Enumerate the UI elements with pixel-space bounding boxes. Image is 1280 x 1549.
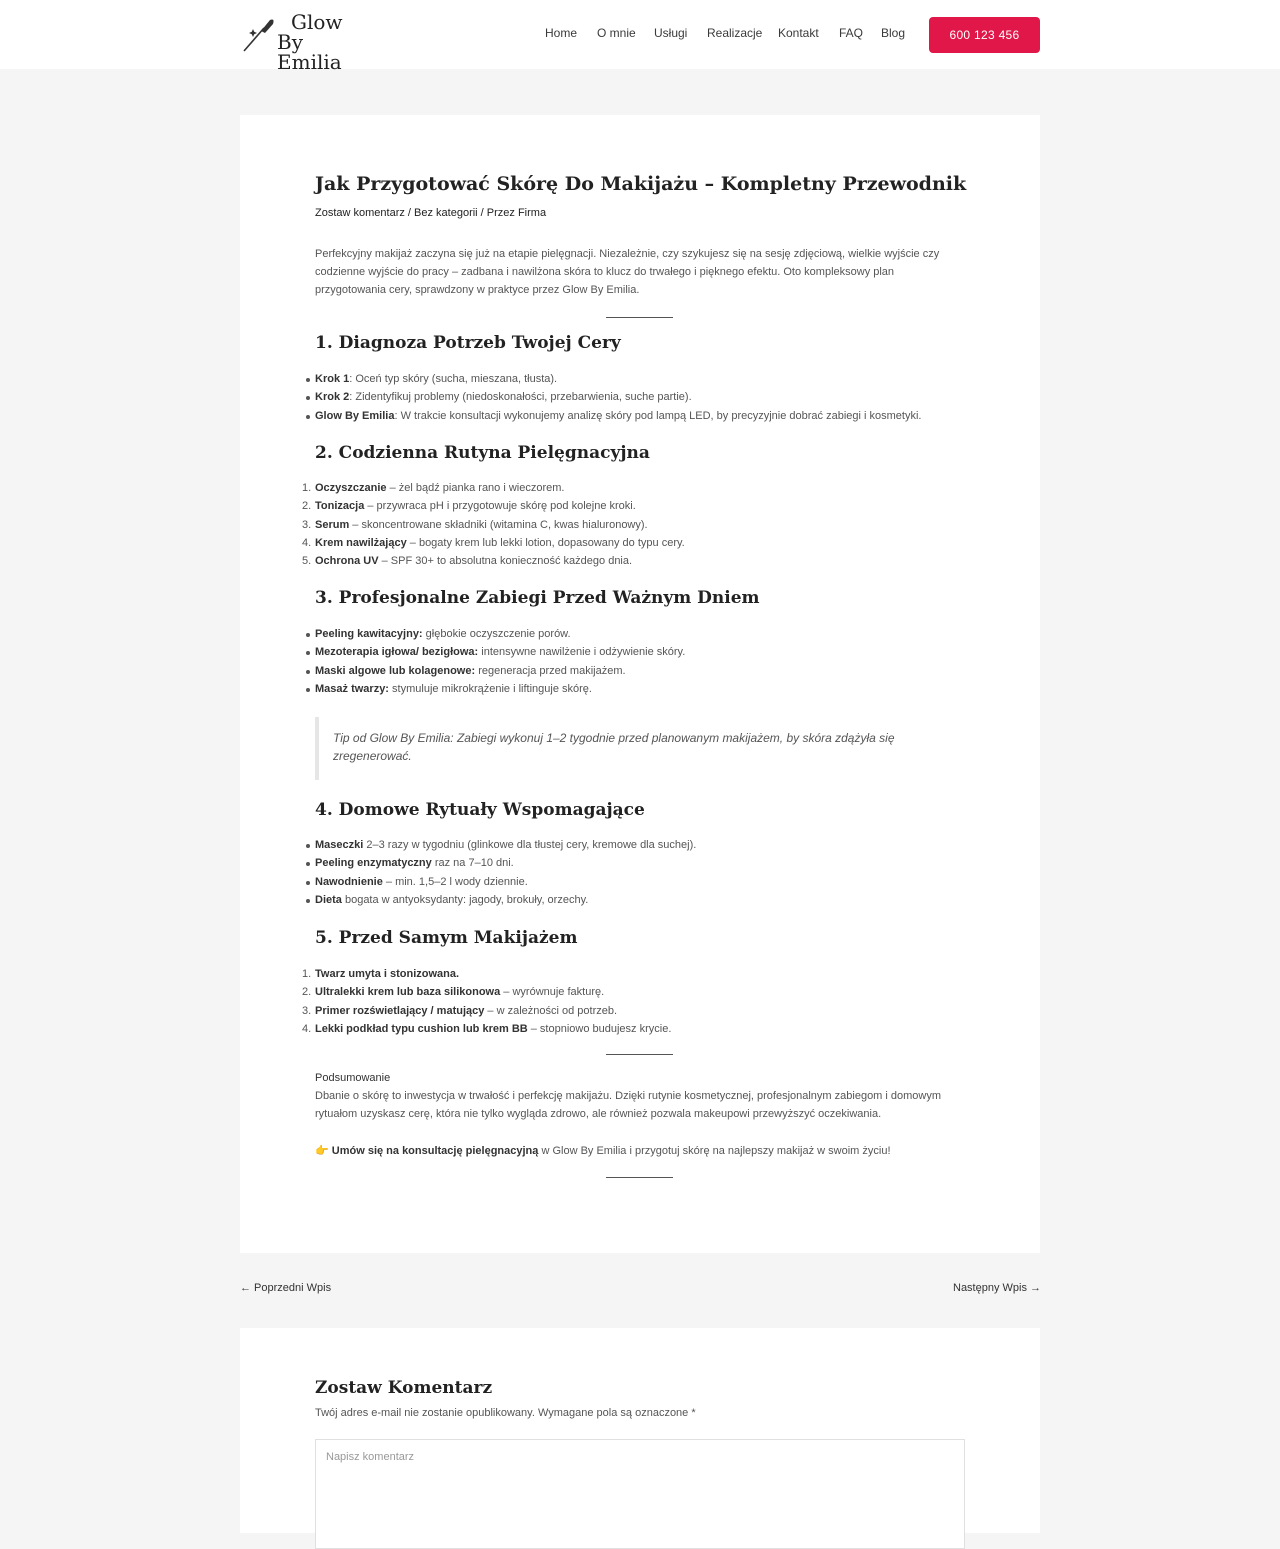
- list-item: 1. Twarz umyta i stonizowana.: [302, 968, 460, 980]
- list-item: Peeling enzymatyczny raz na 7–10 dni.: [315, 854, 696, 872]
- section-2-list: [302, 479, 685, 570]
- next-post-link[interactable]: Następny Wpis →: [953, 1282, 1042, 1294]
- nav-blog[interactable]: Blog: [881, 26, 906, 40]
- list-item: Maseczki 2–3 razy w tygodniu (glinkowe dla tłustej cery, kremowe dla suchej).: [315, 836, 696, 854]
- phone-button[interactable]: 600 123 456: [929, 17, 1040, 53]
- list-item: 3. Primer rozświetlający / matujący – w zależności od potrzeb.: [302, 1004, 618, 1017]
- comments-title: Zostaw Komentarz: [315, 1378, 493, 1398]
- section-1-list: [315, 370, 921, 425]
- section-1-heading: 1. Diagnoza Potrzeb Twojej Cery: [315, 333, 621, 353]
- tip-text: Zabiegi wykonuj 1–2 tygodnie przed planowanym makijażem, by skóra zdążyła się zregenerować.: [333, 731, 895, 763]
- nav-kontakt[interactable]: Kontakt: [778, 26, 819, 40]
- list-item: 2. Tonizacja – przywraca pH i przygotowuje skórę pod kolejne kroki.: [302, 500, 636, 513]
- list-item: Maski algowe lub kolagenowe: regeneracja przed makijażem.: [315, 662, 685, 680]
- comments-note: Twój adres e-mail nie zostanie opublikowany. Wymagane pola są oznaczone *: [315, 1407, 696, 1419]
- logo-text-line1: Glow: [291, 10, 343, 34]
- list-item: 1. Oczyszczanie – żel bądź pianka rano i wieczorem.: [302, 482, 565, 494]
- list-item: Glow By Emilia: W trakcie konsultacji wykonujemy analizę skóry pod lampą LED, by precyzyjnie dobrać zabiegi i kosmetyki.: [315, 407, 921, 425]
- tip-quote: [315, 717, 940, 780]
- post-meta: [315, 207, 546, 219]
- section-4-list: [315, 836, 696, 909]
- list-item: Masaż twarzy: stymuluje mikrokrążenie i liftinguje skórę.: [315, 680, 685, 698]
- section-divider: [606, 1177, 673, 1178]
- list-item: Mezoterapia igłowa/ bezigłowa: intensywne nawilżenie i odżywienie skóry.: [315, 643, 685, 661]
- nav-realizacje[interactable]: Realizacje: [707, 26, 763, 40]
- tip-label: Tip od Glow By Emilia:: [333, 731, 454, 745]
- post-title: Jak Przygotować Skórę Do Makijażu – Kompletny Przewodnik: [315, 173, 967, 195]
- list-item: Peeling kawitacyjny: głębokie oczyszczenie porów.: [315, 625, 685, 643]
- section-2-heading: 2. Codzienna Rutyna Pielęgnacyjna: [315, 443, 650, 463]
- previous-post-link[interactable]: ← Poprzedni Wpis: [240, 1282, 332, 1294]
- summary-label: Podsumowanie: [315, 1072, 391, 1084]
- section-5-heading: 5. Przed Samym Makijażem: [315, 928, 578, 948]
- nav-uslugi[interactable]: Usługi: [654, 26, 688, 40]
- cta-paragraph: [315, 1142, 975, 1160]
- list-item: Dieta bogata w antyoksydanty: jagody, brokuły, orzechy.: [315, 891, 696, 909]
- list-item: Krok 1: Oceń typ skóry (sucha, mieszana, tłusta).: [315, 370, 921, 388]
- post-intro: Perfekcyjny makijaż zaczyna się już na etapie pielęgnacji. Niezależnie, czy szykujesz się na sesję zdjęciową, wielkie wyjście czy codzienne wyjście do pracy – zadbana i nawilżona skóra to klucz do trwałego i pięknego efektu. Oto kompleksowy plan przygotowania cery, sprawdzony w praktyce przez Glow By Emilia.: [315, 248, 940, 296]
- section-divider: [606, 1054, 673, 1055]
- list-item: 4. Lekki podkład typu cushion lub krem BB – stopniowo budujesz krycie.: [302, 1022, 672, 1035]
- nav-home[interactable]: Home: [545, 26, 578, 40]
- summary-text: Dbanie o skórę to inwestycja w trwałość i perfekcję makijażu. Dzięki rutynie kosmetycznej, profesjonalnym zabiegom i domowym rytuałom uzyskasz cerę, która nie tylko wygląda zdrowo, ale również pozwala makeupowi przewyższyć oczekiwania.: [315, 1090, 942, 1120]
- list-item: 2. Ultralekki krem lub baza silikonowa – wyrównuje fakturę.: [302, 986, 605, 999]
- section-5-list: [302, 965, 672, 1038]
- list-item: 4. Krem nawilżający – bogaty krem lub lekki lotion, dopasowany do typu cery.: [302, 536, 685, 549]
- section-3-list: [315, 625, 685, 698]
- cta-link[interactable]: Umów się na konsultację pielęgnacyjną: [331, 1145, 539, 1157]
- logo-text-line2: By Emilia: [277, 30, 342, 74]
- section-divider: [606, 317, 673, 318]
- cta-text: w Glow By Emilia i przygotuj skórę na najlepszy makijaż w swoim życiu!: [538, 1145, 891, 1157]
- section-3-heading: 3. Profesjonalne Zabiegi Przed Ważnym Dniem: [315, 588, 760, 608]
- list-item: Krok 2: Zidentyfikuj problemy (niedoskonałości, przebarwienia, suche partie).: [315, 388, 921, 406]
- list-item: 3. Serum – skoncentrowane składniki (witamina C, kwas hialuronowy).: [302, 518, 648, 531]
- nav-o-mnie[interactable]: O mnie: [597, 26, 636, 40]
- section-4-heading: 4. Domowe Rytuały Wspomagające: [315, 800, 645, 820]
- nav-faq[interactable]: FAQ: [839, 26, 864, 40]
- pointing-hand-icon: 👉: [315, 1145, 329, 1157]
- comments-section: [240, 1328, 1040, 1533]
- list-item: 5. Ochrona UV – SPF 30+ to absolutna konieczność każdego dnia.: [302, 555, 633, 568]
- list-item: Nawodnienie – min. 1,5–2 l wody dziennie.: [315, 873, 696, 891]
- post-meta-text: Zostaw komentarz / Bez kategorii / Przez Firma: [315, 207, 547, 219]
- article-body: [240, 0, 1040, 1253]
